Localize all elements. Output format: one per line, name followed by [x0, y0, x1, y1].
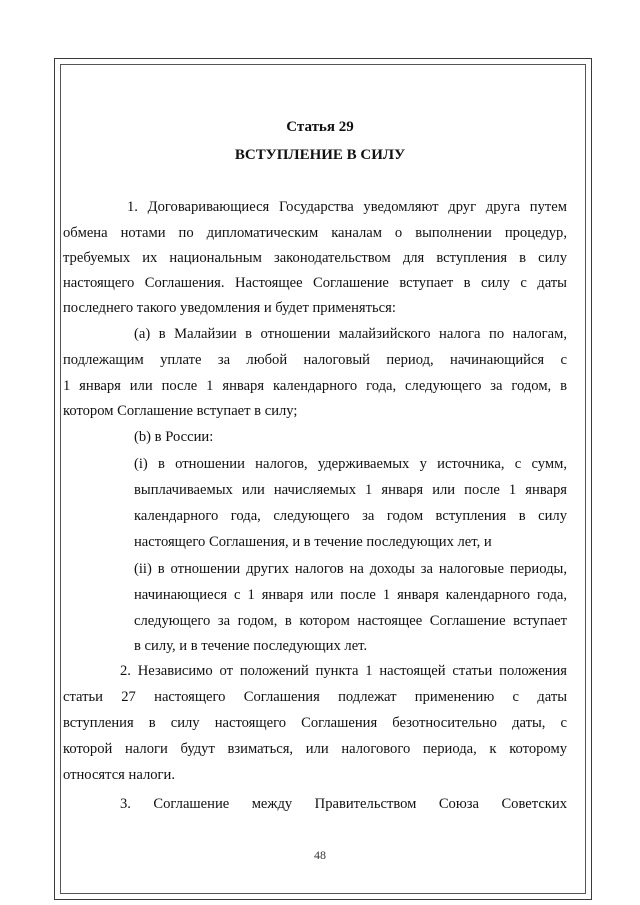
paragraph-2-line-4: которой налоги будут взиматься, или налогового периода, к которому: [63, 741, 567, 757]
paragraph-3-line-1: 3. Соглашение между Правительством Союза Советских: [120, 796, 567, 812]
article-title: ВСТУПЛЕНИЕ В СИЛУ: [234, 147, 406, 163]
paragraph-2-line-1: 2. Независимо от положений пункта 1 настоящей статьи положения: [120, 663, 567, 679]
paragraph-2-line-3: вступления в силу настоящего Соглашения безотносительно даты, с: [63, 715, 567, 731]
paragraph-1-line-5: последнего такого уведомления и будет применяться:: [63, 300, 396, 316]
paragraph-2-line-5: относятся налоги.: [63, 767, 175, 783]
subitem-ii-line-1: (ii) в отношении других налогов на доходы за налоговые периоды,: [134, 561, 567, 577]
subitem-ii-line-4: в силу, и в течение последующих лет.: [134, 638, 368, 654]
paragraph-1-line-4: настоящего Соглашения. Настоящее Соглашение вступает в силу с даты: [63, 275, 567, 291]
page-number: 48: [314, 848, 326, 862]
subitem-ii-line-2: начинающиеся с 1 января или после 1 января календарного года,: [134, 587, 567, 603]
subitem-i-line-2: выплачиваемых или начисляемых 1 января или после 1 января: [134, 482, 567, 498]
item-b-line: (b) в России:: [134, 429, 214, 445]
subitem-i-line-3: календарного года, следующего за годом вступления в силу: [134, 508, 567, 524]
paragraph-1-line-1: 1. Договаривающиеся Государства уведомляют друг друга путем: [127, 199, 567, 215]
subitem-i-line-1: (i) в отношении налогов, удерживаемых у источника, с сумм,: [134, 456, 567, 472]
subitem-ii-line-3: следующего за годом, в котором настоящее Соглашение вступает: [134, 613, 567, 629]
paragraph-1-line-2: обмена нотами по дипломатическим каналам о выполнении процедур,: [63, 225, 567, 241]
item-a-line-1: (a) в Малайзии в отношении малайзийского налога по налогам,: [134, 326, 567, 342]
article-number: Статья 29: [286, 119, 354, 135]
paragraph-1-line-3: требуемых их национальным законодательством для вступления в силу: [63, 250, 567, 266]
subitem-i-line-4: настоящего Соглашения, и в течение последующих лет, и: [134, 534, 492, 550]
item-a-line-3: 1 января или после 1 января календарного года, следующего за годом, в: [63, 378, 567, 394]
item-a-line-2: подлежащим уплате за любой налоговый период, начинающийся с: [63, 352, 567, 368]
paragraph-2-line-2: статьи 27 настоящего Соглашения подлежат применению с даты: [63, 689, 567, 705]
item-a-line-4: котором Соглашение вступает в силу;: [63, 403, 298, 419]
